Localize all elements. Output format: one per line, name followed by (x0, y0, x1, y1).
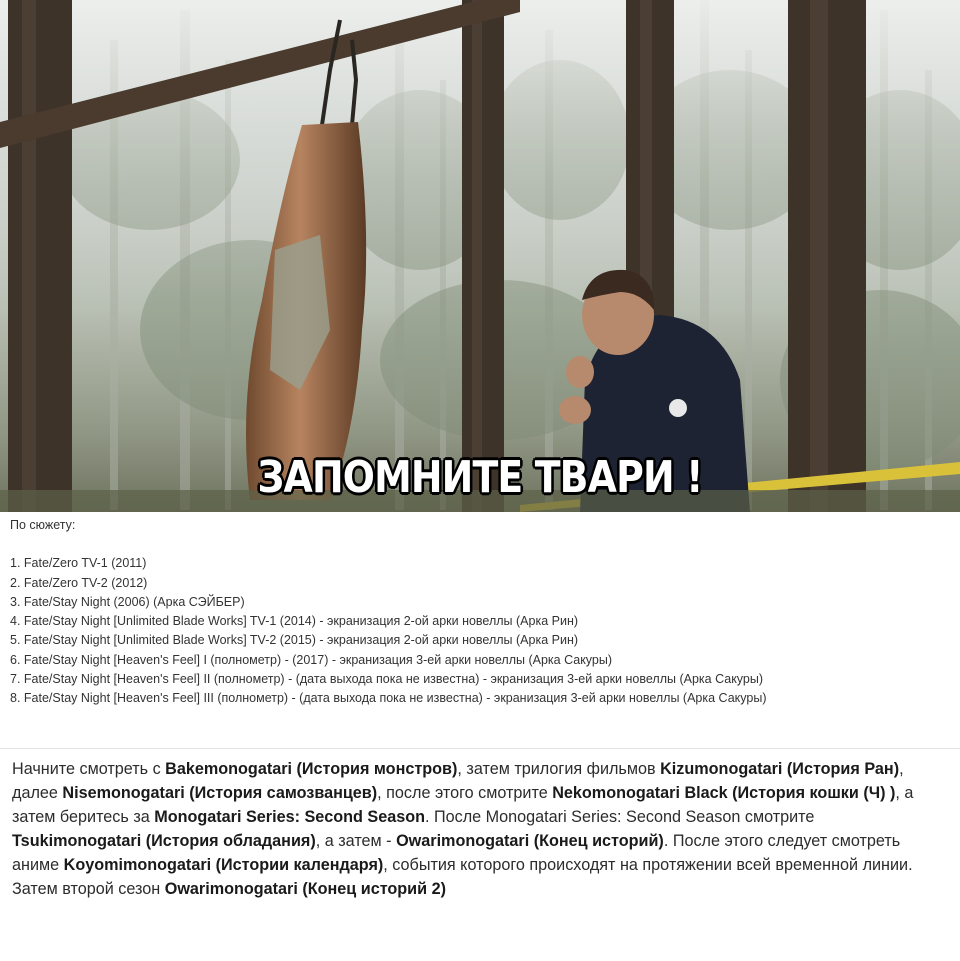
title-owarimonogatari: Owarimonogatari (Конец историй) (396, 832, 664, 851)
plot-order-block (0, 512, 960, 746)
list-item: 5. Fate/Stay Night [Unlimited Blade Works] TV-2 (2015) - экранизация 2-ой арки новеллы (Арка Рин) (10, 633, 579, 648)
list-item: 3. Fate/Stay Night (2006) (Арка СЭЙБЕР) (10, 594, 245, 609)
list-item: 8. Fate/Stay Night [Heaven's Feel] III (полнометр) - (дата выхода пока не известна) - экранизация 3-ей арки новеллы (Арка Сакуры) (10, 691, 767, 706)
monogatari-order-block (0, 748, 960, 961)
title-owarimonogatari-2: Owarimonogatari (Конец историй 2) (164, 880, 446, 899)
meme-caption: ЗАПОМНИТЕ ТВАРИ ! (257, 452, 703, 503)
text-run: , после этого смотрите (377, 784, 553, 803)
text-run: , а затем беритесь за (12, 784, 914, 827)
list-item: 4. Fate/Stay Night [Unlimited Blade Works] TV-1 (2014) - экранизация 2-ой арки новеллы (Арка Рин) (10, 614, 579, 629)
list-item: 1. Fate/Zero TV-1 (2011) (10, 556, 147, 571)
text-run: , затем трилогия фильмов (457, 760, 661, 778)
text-run: , далее (12, 760, 904, 803)
plot-order-list (10, 554, 950, 708)
text-run: Начните смотреть с (12, 760, 166, 778)
title-bakemonogatari: Bakemonogatari (История монстров) (165, 760, 458, 778)
list-item: 2. Fate/Zero TV-2 (2012) (10, 575, 148, 590)
title-nisemonogatari: Nisemonogatari (История самозванцев) (62, 784, 378, 803)
monogatari-paragraph (0, 749, 960, 902)
list-item: 7. Fate/Stay Night [Heaven's Feel] II (полнометр) - (дата выхода пока не известна) - экранизация 3-ей арки новеллы (Арка Сакуры) (10, 672, 764, 687)
text-run: , события которого происходят на протяжении всей временной линии. Затем второй сезон (12, 856, 913, 899)
text-run: . После Monogatari Series: Second Season смотрите (425, 808, 815, 827)
list-item: 6. Fate/Stay Night [Heaven's Feel] I (полнометр) - (2017) - экранизация 3-ей арки новеллы (Арка Сакуры) (10, 652, 613, 667)
title-tsukimonogatari: Tsukimonogatari (История обладания) (12, 832, 316, 851)
text-run: . После этого следует смотреть аниме (12, 832, 901, 875)
text-run: , а затем - (315, 832, 397, 851)
title-nekomonogatari: Nekomonogatari Black (История кошки (Ч) ) (552, 784, 896, 803)
title-kizumonogatari: Kizumonogatari (История Ран) (660, 760, 900, 778)
title-second-season: Monogatari Series: Second Season (154, 808, 426, 827)
plot-order-heading: По сюжету: (10, 518, 76, 532)
title-koyomimonogatari: Koyomimonogatari (Истории календаря) (63, 856, 384, 875)
